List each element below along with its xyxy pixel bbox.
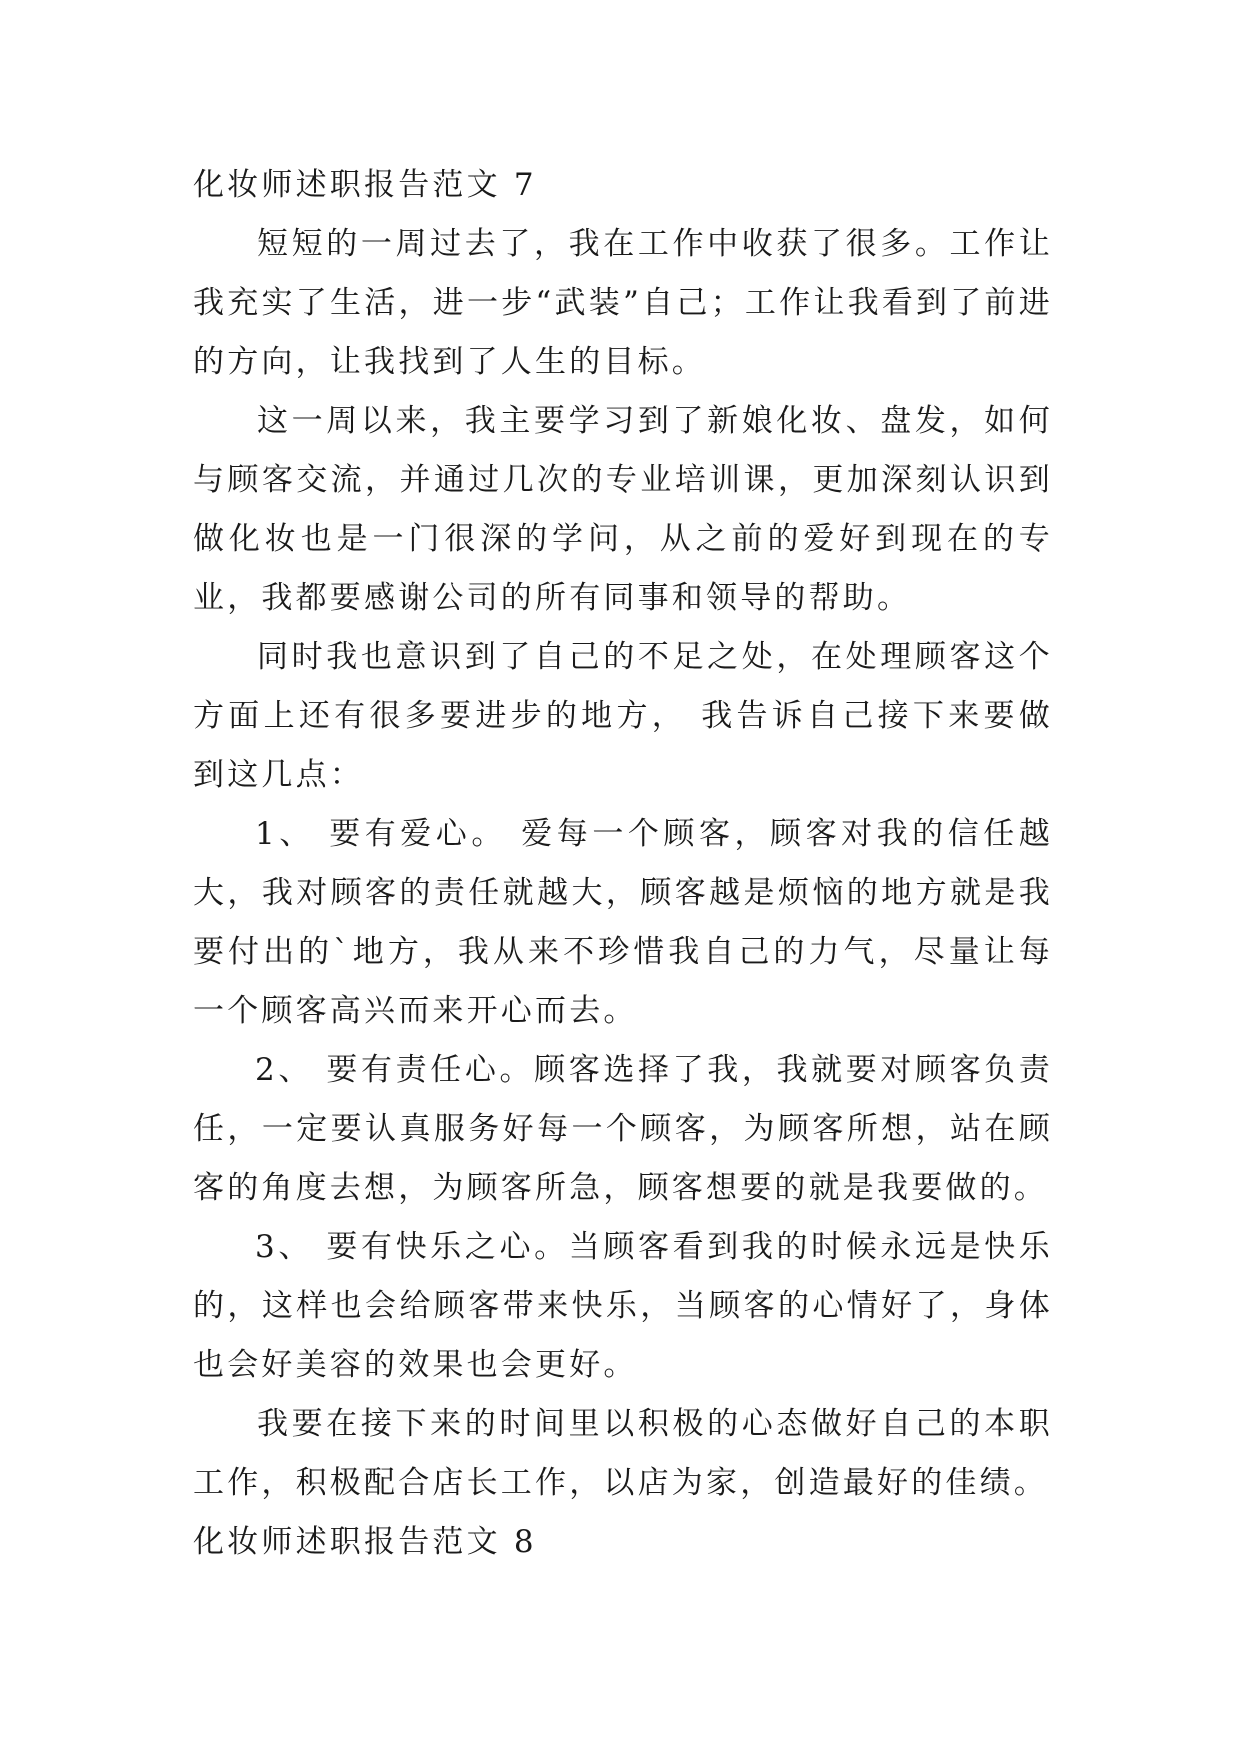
section-title-7: 化妆师述职报告范文 7 — [193, 167, 537, 203]
document-body — [193, 156, 1053, 1572]
paragraph-shortcomings: 同时我也意识到了自己的不足之处，在处理顾客这个方面上还有很多要进步的地方， 我告诉自己接下来要做到这几点： — [193, 639, 1053, 793]
paragraph-learning: 这一周以来，我主要学习到了新娘化妆、盘发，如何与顾客交流，并通过几次的专业培训课，更加深刻认识到做化妆也是一门很深的学问，从之前的爱好到现在的专业，我都要感谢公司的所有同事和领导的帮助。 — [193, 403, 1053, 616]
list-item-love: 1、 要有爱心。 爱每一个顾客，顾客对我的信任越大，我对顾客的责任就越大，顾客越是烦恼的地方就是我要付出的`地方，我从来不珍惜我自己的力气，尽量让每一个顾客高兴而来开心而去。 — [193, 816, 1053, 1029]
paragraph-conclusion: 我要在接下来的时间里以积极的心态做好自己的本职工作，积极配合店长工作，以店为家，创造最好的佳绩。 — [193, 1406, 1053, 1501]
list-item-responsibility: 2、 要有责任心。顾客选择了我，我就要对顾客负责任，一定要认真服务好每一个顾客，为顾客所想，站在顾客的角度去想，为顾客所急，顾客想要的就是我要做的。 — [193, 1052, 1053, 1206]
section-title-8: 化妆师述职报告范文 8 — [193, 1524, 537, 1560]
list-item-happiness: 3、 要有快乐之心。当顾客看到我的时候永远是快乐的，这样也会给顾客带来快乐，当顾客的心情好了，身体也会好美容的效果也会更好。 — [193, 1229, 1053, 1383]
paragraph-intro: 短短的一周过去了，我在工作中收获了很多。工作让我充实了生活，进一步“武装”自己；工作让我看到了前进的方向，让我找到了人生的目标。 — [193, 226, 1053, 380]
